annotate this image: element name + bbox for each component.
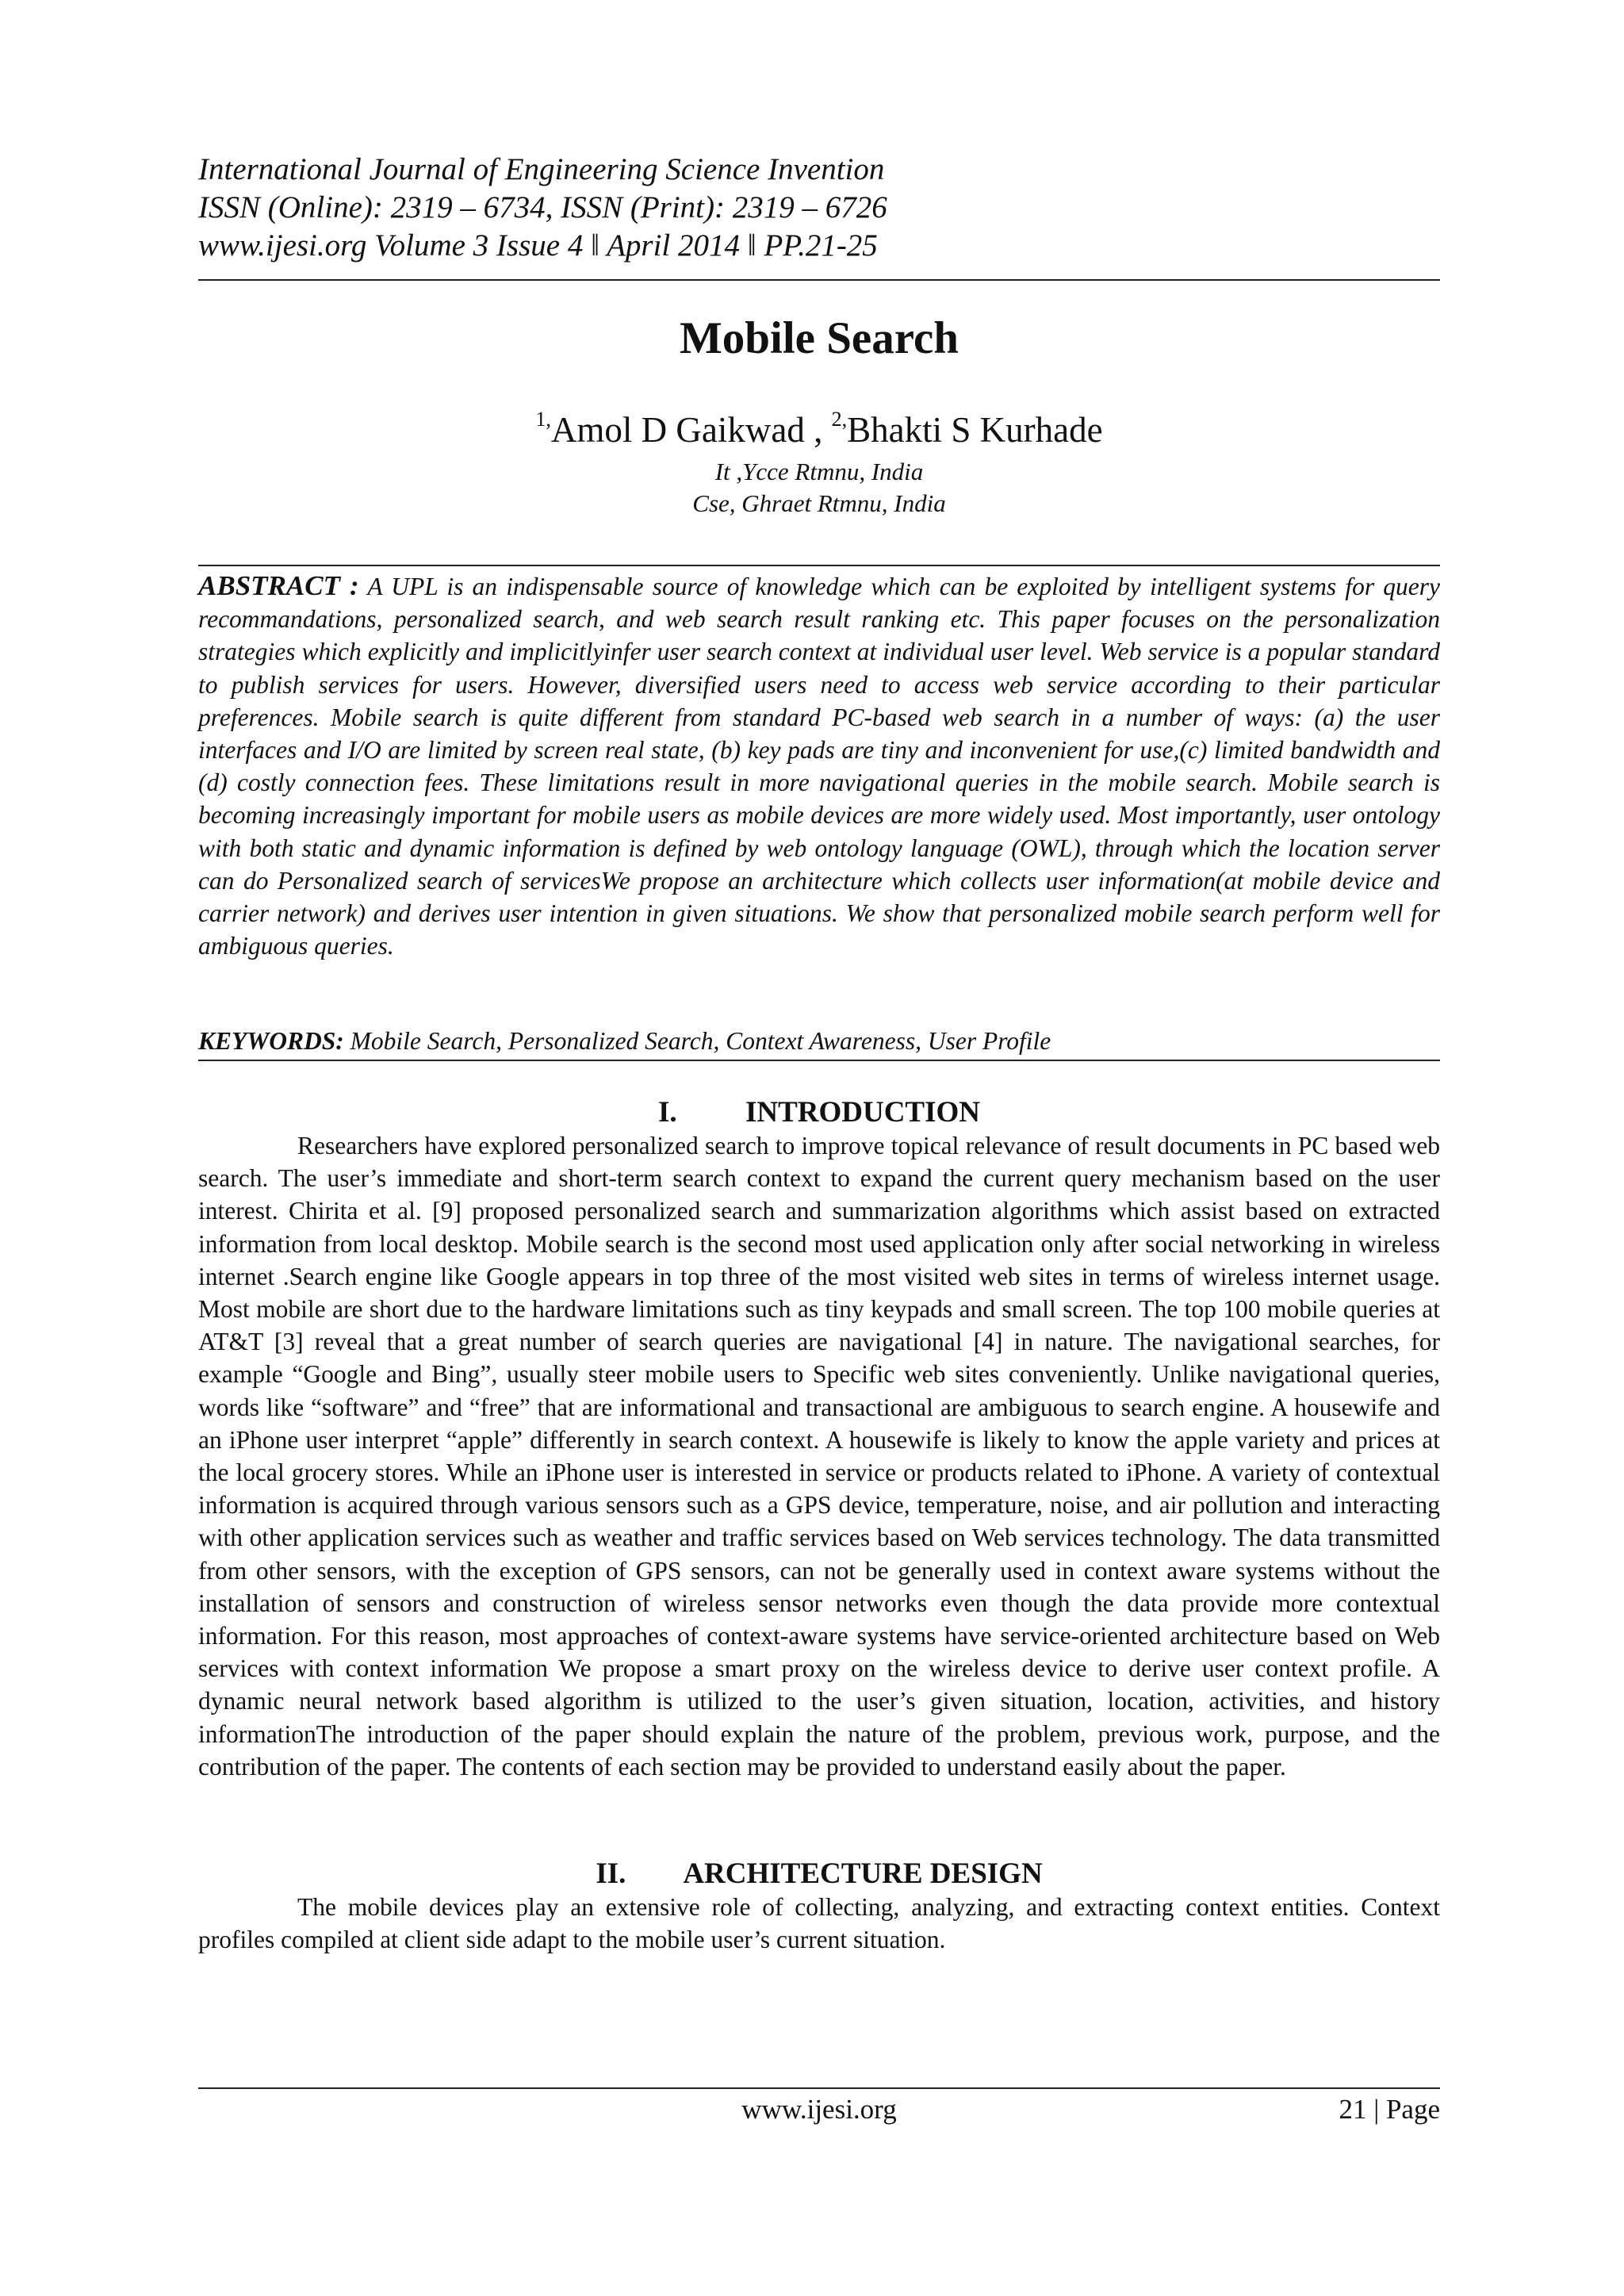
keywords-text: Mobile Search, Personalized Search, Context Awareness, User Profile [350,1027,1051,1055]
journal-volume-line: www.ijesi.org Volume 3 Issue 4 ǁ April 2014 ǁ PP.21-25 [198,228,878,263]
footer-rule [198,2087,1440,2089]
abstract-top-rule [198,565,1440,566]
section-title: ARCHITECTURE DESIGN [683,1857,1043,1890]
author-1-sup: 1, [535,408,551,431]
footer-site: www.ijesi.org [741,2094,897,2125]
affiliation-1: It ,Ycce Rtmnu, India [714,458,924,485]
keywords-rule [198,1060,1440,1061]
section-heading-architecture [198,1856,1440,1892]
author-2-name: Bhakti S Kurhade [847,410,1103,450]
section-number: I. [657,1096,677,1129]
author-1-name: Amol D Gaikwad , [550,410,823,450]
abstract-text: A UPL is an indispensable source of knowledge which can be exploited by intelligent systems for query recommandations, personalized search, and web search result ranking etc. This paper focuses on the personalization strategies which explicitly and implicitlyinfer user search context at individual user level. Web service is a popular standard to publish services for users. However, diversified users need to access web service according to their particular preferences. Mobile search is quite different from standard PC-based web search in a number of ways: (a) the user interfaces and I/O are limited by screen real state, (b) key pads are tiny and inconvenient for use,(c) limited bandwidth and (d) costly connection fees. These limitations result in more navigational queries in the mobile search. Mobile search is becoming increasingly important for mobile users as mobile devices are more widely used. Most importantly, user ontology with both static and dynamic information is defined by web ontology language (OWL), through which the location server can do Personalized search of servicesWe propose an architecture which collects user information(at mobile device and carrier network) and derives user intention in given situations. We show that personalized mobile search perform well for ambiguous queries. [198,573,1441,960]
journal-header [198,151,1435,265]
section-heading-introduction [198,1094,1440,1131]
paper-title: Mobile Search [680,313,959,363]
affiliation-2: Cse, Ghraet Rtmnu, India [692,489,946,517]
keywords-label: KEYWORDS: [198,1027,344,1055]
author-line [198,406,1440,454]
author-2-sup: 2, [831,408,848,431]
section-number: II. [596,1857,626,1890]
footer-page-number: 21 | Page [1339,2094,1440,2125]
keywords [198,1025,1440,1058]
introduction-body: Researchers have explored personalized search to improve topical relevance of result documents in PC based web search. The user’s immediate and short-term search context to expand the current query mechanism based on the user interest. Chirita et al. [9] proposed personalized search and summarization algorithms which assist based on extracted information from local desktop. Mobile search is the second most used application only after social networking in wireless internet .Search engine like Google appears in top three of the most visited web sites in terms of wireless internet usage. Most mobile are short due to the hardware limitations such as tiny keypads and small screen. The top 100 mobile queries at AT&T [3] reveal that a great number of search queries are navigational [4] in nature. The navigational searches, for example “Google and Bing”, usually steer mobile users to Specific web sites conveniently. Unlike navigational queries, words like “software” and “free” that are informational and transactional are ambiguous to search engine. A housewife and an iPhone user interpret “apple” differently in search context. A housewife is likely to know the apple variety and prices at the local grocery stores. While an iPhone user is interested in service or products related to iPhone. A variety of contextual information is acquired through various sensors such as a GPS device, temperature, noise, and air pollution and interacting with other application services such as weather and traffic services based on Web services technology. The data transmitted from other sensors, with the exception of GPS sensors, can not be generally used in context aware systems without the installation of sensors and construction of wireless sensor networks even though the data provide more contextual information. For this reason, most approaches of context-aware systems have service-oriented architecture based on Web services with context information We propose a smart proxy on the wireless device to derive user context profile. A dynamic neural network based algorithm is utilized to the user’s given situation, location, activities, and history informationThe introduction of the paper should explain the nature of the problem, previous work, purpose, and the contribution of the paper. The contents of each section may be provided to understand easily about the paper. [198,1132,1440,1780]
journal-issn: ISSN (Online): 2319 – 6734, ISSN (Print): 2319 – 6726 [198,190,887,224]
journal-name: International Journal of Engineering Science Invention [198,152,885,186]
abstract [198,569,1440,962]
abstract-label: ABSTRACT : [198,570,359,601]
architecture-body: The mobile devices play an extensive role of collecting, analyzing, and extracting context entities. Context profiles compiled at client side adapt to the mobile user’s current situation. [198,1893,1440,1954]
header-rule [198,279,1440,281]
section-title: INTRODUCTION [745,1096,981,1129]
